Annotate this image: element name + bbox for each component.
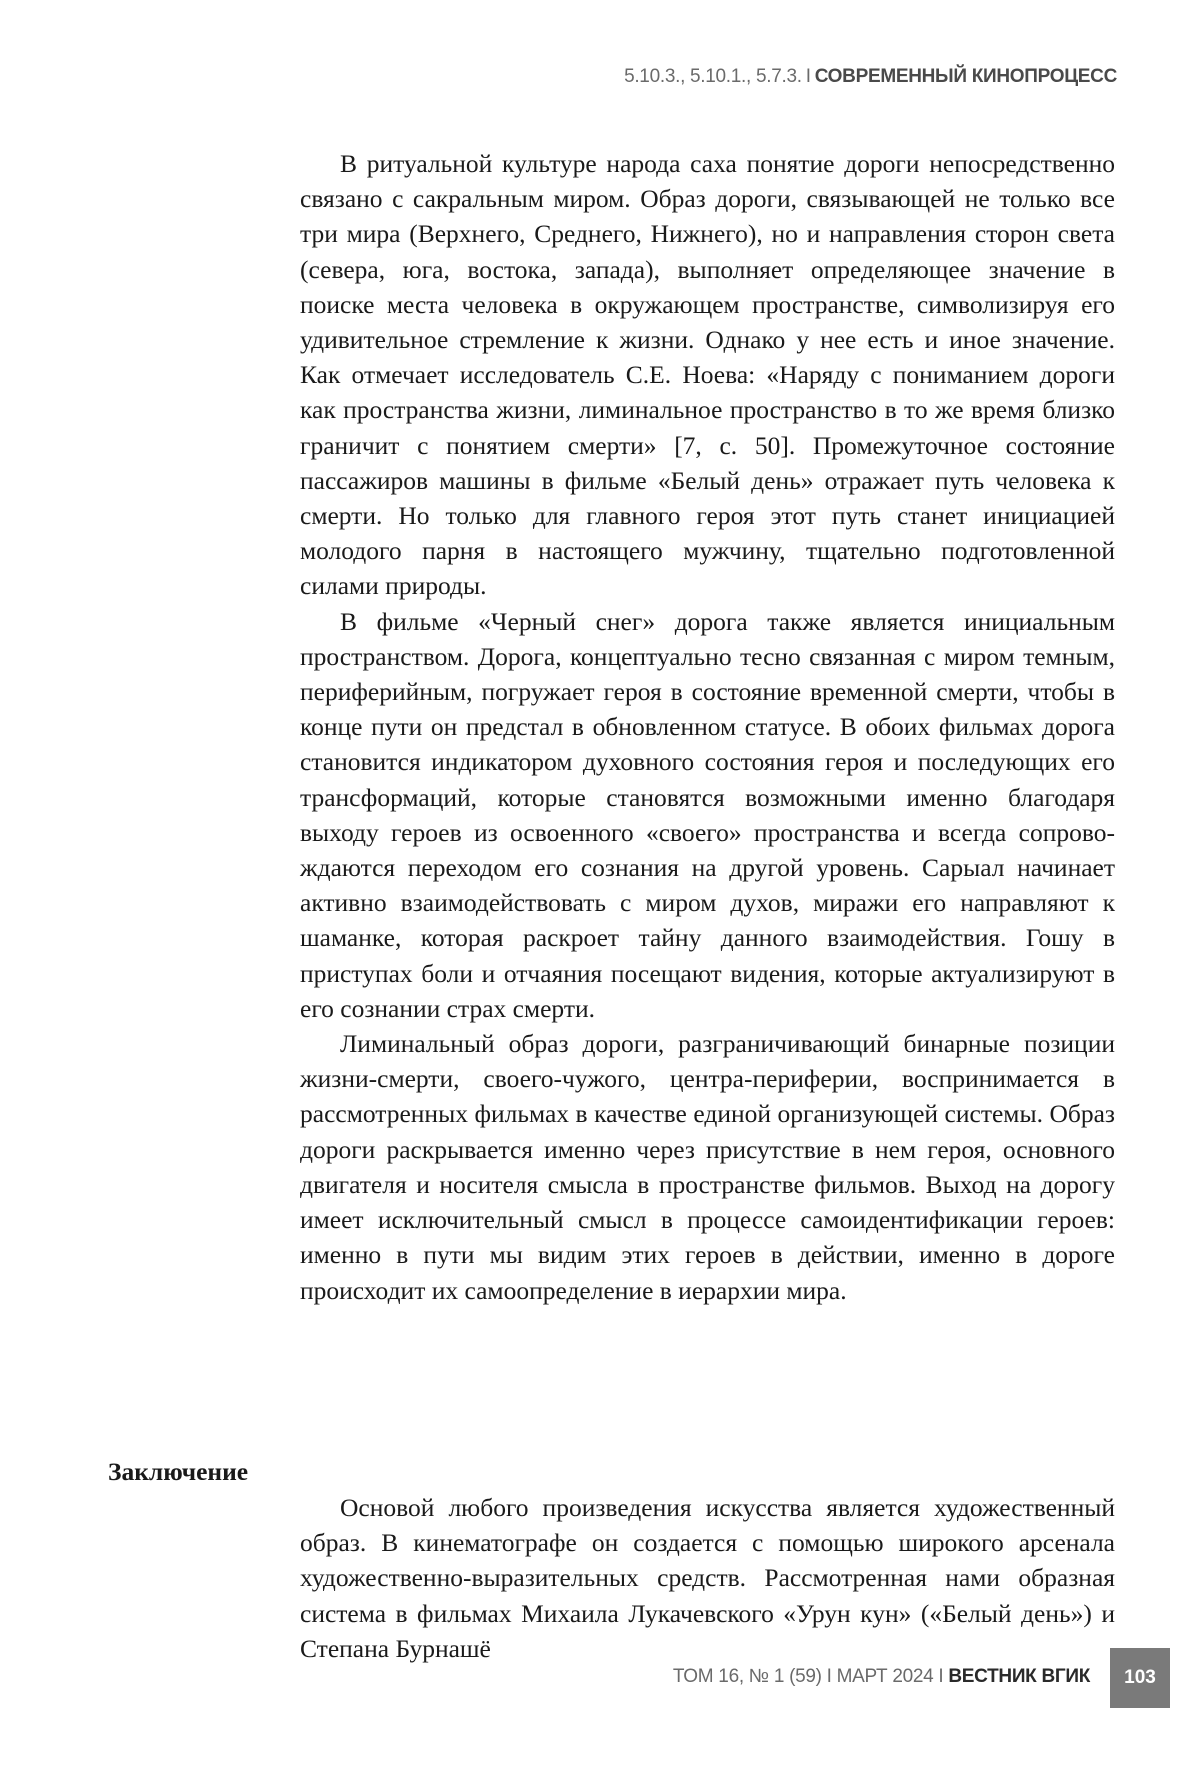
conclusion-paragraph: Основой любого произведения искусства является художественный образ. В кинематографе он создается с помощью широкого арсенала художественно-выразительных средств. Рассмотренная нами образная система в фильмах Михаила Лукачевского «Урун кун» («Белый день») и Степана Бурнашё — [300, 1493, 1115, 1663]
running-header — [624, 66, 1117, 88]
issue-info: ТОМ 16, № 1 (59) I МАРТ 2024 I — [672, 1666, 944, 1687]
page-number: 103 — [1110, 1648, 1170, 1708]
running-footer — [673, 1666, 1090, 1688]
body-paragraph-1: В ритуальной культуре народа саха понятие дороги непосредственно связано с сакральным миром. Образ дороги, связывающей не только все три мира (Верхнего, Среднего, Нижнего), но и направления сторон света (севера, юга, востока, запада), выполняет определяющее значение в поиске места человека в окружающем пространстве, символизируя его удивительное стремление к жизни. Однако у нее есть и иное значение. Как отмечает исследователь С.Е. Ноева: «Наряду с пониманием дороги как пространства жизни, лиминальное пространство в то же время близко граничит с понятием смерти» [7, с. 50]. Промежуточное состояние пассажиров машины в фильме «Белый день» отражает путь человека к смерти. Но только для главного героя этот путь станет инициацией молодого парня в настоящего мужчину, тщательно подготовленной силами природы. — [300, 149, 1115, 601]
conclusion-heading: Заключение — [108, 1457, 249, 1486]
body-paragraph-3: Лиминальный образ дороги, разграничивающий бинарные позиции жизни-смерти, своего-чужого, центра-периферии, воспринимается в рассмотренных фильмах в качестве единой организующей системы. Образ дороги раскрывается именно через присутствие в нем героя, основного двигателя и носителя смысла в пространстве фильмов. Выход на дорогу имеет исключительный смысл в процессе самоидентификации героев: именно в пути мы видим этих героев в действии, именно в дороге происходит их самоопределение в иерархии мира. — [300, 1029, 1115, 1305]
body-paragraph-2: В фильме «Черный снег» дорога также является инициальным пространством. Дорога, концептуально тесно связанная с миром темным, периферийным, погружает героя в состояние временной смерти, чтобы в конце пути он предстал в обновленном статусе. В обоих фильмах дорога становится индикатором духовного состояния героя и последующих его трансформаций, которые становятся возможными именно благодаря выходу героев из освоенного «своего» пространства и всегда сопровождаются переходом его сознания на другой уровень. Сарыал начинает активно взаимодействовать с миром духов, миражи его направляют к шаманке, которая раскроет тайну данного взаимодействия. Гошу в приступах боли и отчаяния посещают видения, которые актуализируют в его сознании страх смерти. — [300, 606, 1115, 1023]
header-separator: I — [805, 66, 811, 87]
section-title: СОВРЕМЕННЫЙ КИНОПРОЦЕСС — [814, 66, 1117, 87]
conclusion-text-column — [300, 1490, 1115, 1666]
journal-name: ВЕСТНИК ВГИК — [948, 1666, 1090, 1687]
main-text-column — [300, 146, 1115, 1308]
specialty-codes: 5.10.3., 5.10.1., 5.7.3. — [624, 66, 802, 87]
